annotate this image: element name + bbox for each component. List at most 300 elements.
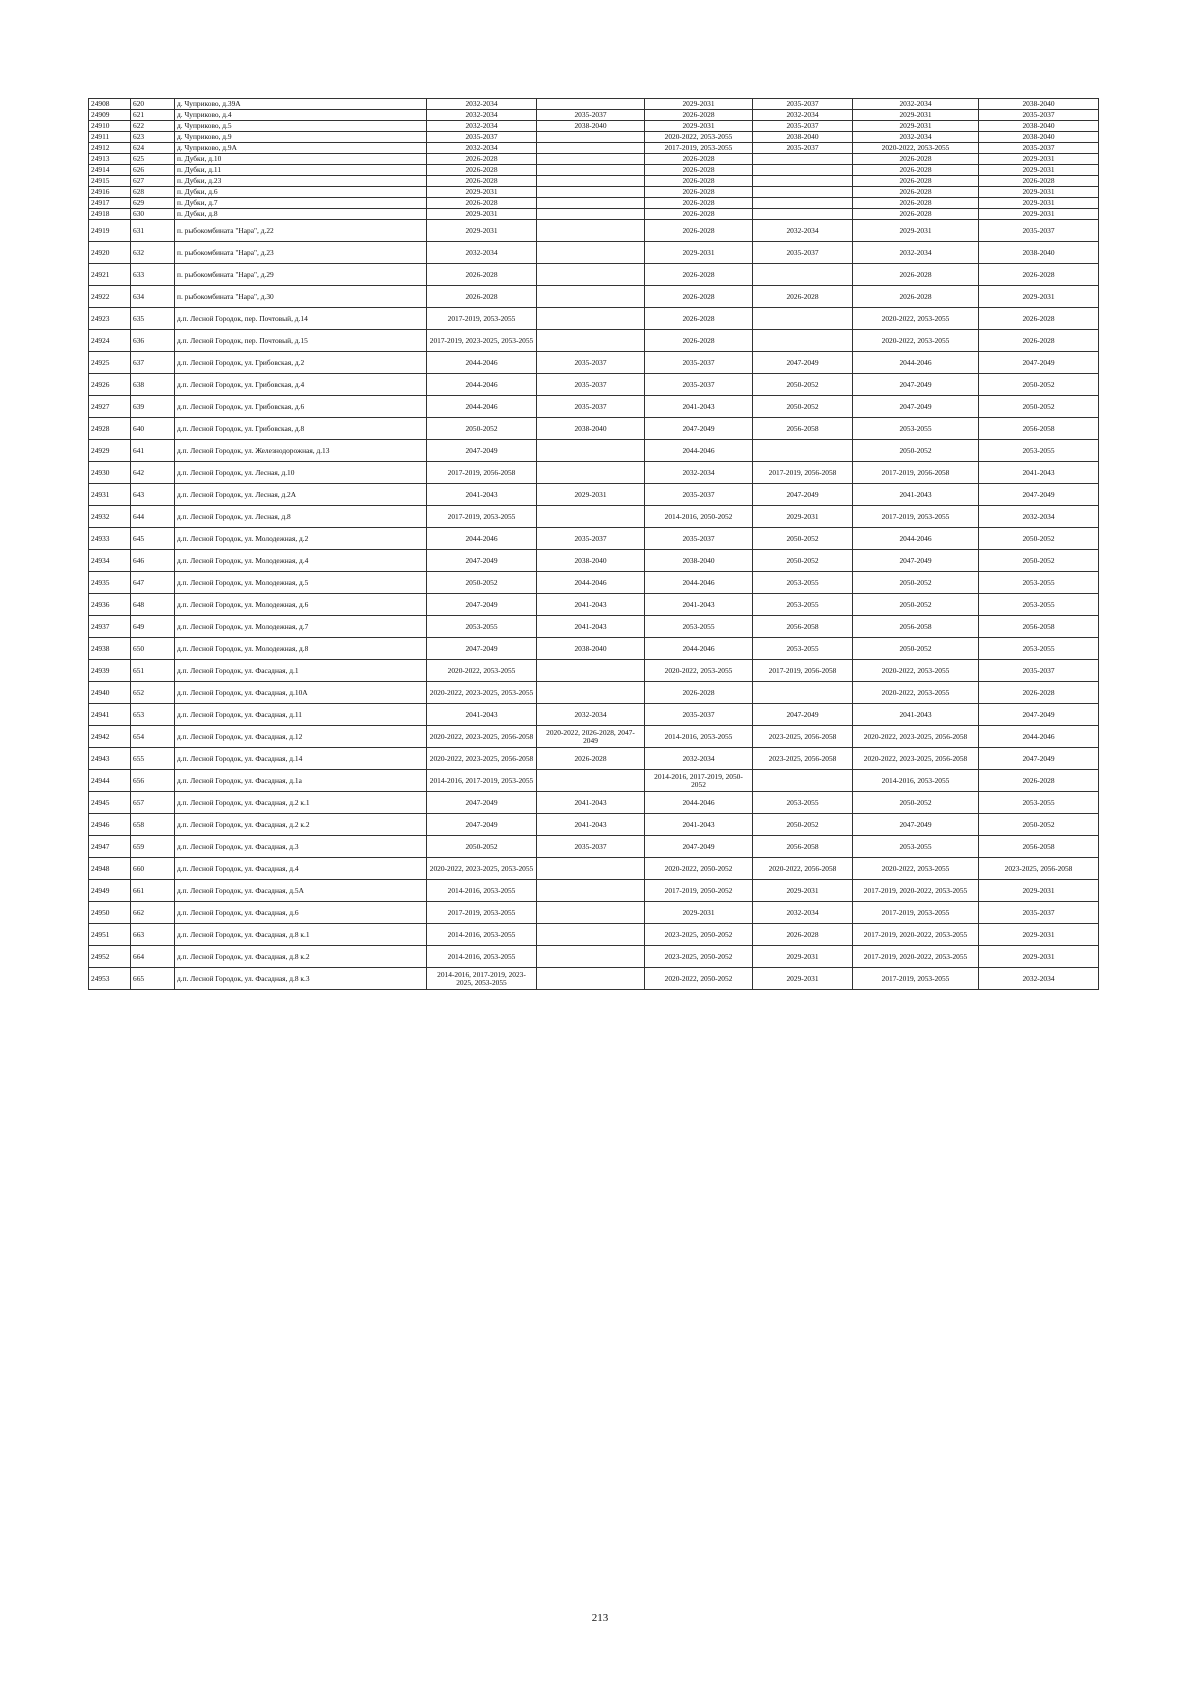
period-col-5: 2029-2031 — [853, 110, 979, 121]
period-col-2 — [537, 946, 645, 968]
period-col-3: 2035-2037 — [645, 352, 753, 374]
period-col-2: 2041-2043 — [537, 594, 645, 616]
address-cell: д.п. Лесной Городок, пер. Почтовый, д.14 — [175, 308, 427, 330]
period-col-1: 2047-2049 — [427, 814, 537, 836]
period-col-2 — [537, 682, 645, 704]
period-col-4 — [753, 264, 853, 286]
period-col-2: 2038-2040 — [537, 121, 645, 132]
period-col-5: 2029-2031 — [853, 220, 979, 242]
period-col-1: 2050-2052 — [427, 572, 537, 594]
row-id: 24915 — [89, 176, 131, 187]
period-col-3: 2023-2025, 2050-2052 — [645, 946, 753, 968]
period-col-3: 2026-2028 — [645, 220, 753, 242]
table-row — [89, 143, 1099, 154]
object-no: 621 — [131, 110, 175, 121]
row-id: 24937 — [89, 616, 131, 638]
period-col-1: 2020-2022, 2023-2025, 2056-2058 — [427, 748, 537, 770]
period-col-4: 2053-2055 — [753, 792, 853, 814]
period-col-2: 2038-2040 — [537, 418, 645, 440]
period-col-3: 2026-2028 — [645, 308, 753, 330]
row-id: 24908 — [89, 99, 131, 110]
period-col-2: 2026-2028 — [537, 748, 645, 770]
period-col-4: 2038-2040 — [753, 132, 853, 143]
period-col-1: 2020-2022, 2053-2055 — [427, 660, 537, 682]
row-id: 24920 — [89, 242, 131, 264]
period-col-4: 2032-2034 — [753, 110, 853, 121]
object-no: 654 — [131, 726, 175, 748]
period-col-2: 2041-2043 — [537, 792, 645, 814]
address-cell: п. Дубки, д.7 — [175, 198, 427, 209]
period-col-5: 2026-2028 — [853, 264, 979, 286]
period-col-1: 2017-2019, 2056-2058 — [427, 462, 537, 484]
period-col-1: 2041-2043 — [427, 704, 537, 726]
address-cell: д. Чуприково, д.9 — [175, 132, 427, 143]
address-cell: д.п. Лесной Городок, ул. Фасадная, д.1 — [175, 660, 427, 682]
period-col-2: 2035-2037 — [537, 352, 645, 374]
table-row — [89, 110, 1099, 121]
period-col-6: 2029-2031 — [979, 946, 1099, 968]
period-col-4: 2050-2052 — [753, 528, 853, 550]
object-no: 640 — [131, 418, 175, 440]
row-id: 24940 — [89, 682, 131, 704]
period-col-5: 2032-2034 — [853, 99, 979, 110]
table-row — [89, 352, 1099, 374]
period-col-4: 2029-2031 — [753, 506, 853, 528]
period-col-4 — [753, 682, 853, 704]
period-col-3: 2038-2040 — [645, 550, 753, 572]
period-col-1: 2017-2019, 2023-2025, 2053-2055 — [427, 330, 537, 352]
object-no: 625 — [131, 154, 175, 165]
row-id: 24932 — [89, 506, 131, 528]
period-col-4: 2050-2052 — [753, 396, 853, 418]
period-col-2: 2032-2034 — [537, 704, 645, 726]
period-col-2 — [537, 924, 645, 946]
period-col-4 — [753, 330, 853, 352]
period-col-1: 2041-2043 — [427, 484, 537, 506]
period-col-2 — [537, 330, 645, 352]
period-col-2: 2029-2031 — [537, 484, 645, 506]
table-row — [89, 770, 1099, 792]
table-row — [89, 682, 1099, 704]
address-cell: п. рыбокомбината "Нара", д.30 — [175, 286, 427, 308]
period-col-6: 2050-2052 — [979, 528, 1099, 550]
address-cell: д.п. Лесной Городок, ул. Фасадная, д.1а — [175, 770, 427, 792]
row-id: 24930 — [89, 462, 131, 484]
period-col-5: 2017-2019, 2020-2022, 2053-2055 — [853, 946, 979, 968]
table-row — [89, 572, 1099, 594]
period-col-3: 2026-2028 — [645, 198, 753, 209]
period-col-6: 2047-2049 — [979, 484, 1099, 506]
table-row — [89, 792, 1099, 814]
period-col-5: 2020-2022, 2053-2055 — [853, 858, 979, 880]
period-col-6: 2026-2028 — [979, 176, 1099, 187]
period-col-1: 2029-2031 — [427, 220, 537, 242]
period-col-4: 2035-2037 — [753, 121, 853, 132]
address-cell: п. Дубки, д.8 — [175, 209, 427, 220]
period-col-1: 2050-2052 — [427, 836, 537, 858]
row-id: 24916 — [89, 187, 131, 198]
period-col-4 — [753, 165, 853, 176]
address-cell: д.п. Лесной Городок, ул. Железнодорожная, д.13 — [175, 440, 427, 462]
object-no: 638 — [131, 374, 175, 396]
period-col-2 — [537, 770, 645, 792]
period-col-6: 2050-2052 — [979, 550, 1099, 572]
address-cell: д.п. Лесной Городок, ул. Фасадная, д.8 к.3 — [175, 968, 427, 990]
row-id: 24918 — [89, 209, 131, 220]
period-col-2 — [537, 154, 645, 165]
address-cell: д.п. Лесной Городок, ул. Фасадная, д.12 — [175, 726, 427, 748]
address-cell: п. рыбокомбината "Нара", д.23 — [175, 242, 427, 264]
object-no: 663 — [131, 924, 175, 946]
object-no: 623 — [131, 132, 175, 143]
period-col-6: 2026-2028 — [979, 308, 1099, 330]
row-id: 24936 — [89, 594, 131, 616]
period-col-5: 2017-2019, 2053-2055 — [853, 506, 979, 528]
period-col-4: 2029-2031 — [753, 968, 853, 990]
period-col-2 — [537, 209, 645, 220]
object-no: 635 — [131, 308, 175, 330]
row-id: 24924 — [89, 330, 131, 352]
row-id: 24931 — [89, 484, 131, 506]
period-col-2 — [537, 660, 645, 682]
period-col-3: 2017-2019, 2050-2052 — [645, 880, 753, 902]
period-col-3: 2020-2022, 2050-2052 — [645, 968, 753, 990]
address-cell: д.п. Лесной Городок, ул. Фасадная, д.5А — [175, 880, 427, 902]
period-col-3: 2041-2043 — [645, 396, 753, 418]
address-cell: д.п. Лесной Городок, ул. Грибовская, д.4 — [175, 374, 427, 396]
period-col-6: 2026-2028 — [979, 682, 1099, 704]
address-cell: д.п. Лесной Городок, ул. Лесная, д.8 — [175, 506, 427, 528]
object-no: 641 — [131, 440, 175, 462]
table-row — [89, 165, 1099, 176]
period-col-6: 2038-2040 — [979, 99, 1099, 110]
row-id: 24950 — [89, 902, 131, 924]
address-cell: д.п. Лесной Городок, ул. Грибовская, д.2 — [175, 352, 427, 374]
object-no: 660 — [131, 858, 175, 880]
data-table-container — [88, 98, 1098, 990]
period-col-4: 2029-2031 — [753, 880, 853, 902]
address-cell: д.п. Лесной Городок, ул. Фасадная, д.11 — [175, 704, 427, 726]
period-col-6: 2038-2040 — [979, 132, 1099, 143]
period-col-3: 2029-2031 — [645, 242, 753, 264]
row-id: 24911 — [89, 132, 131, 143]
period-col-5: 2017-2019, 2020-2022, 2053-2055 — [853, 880, 979, 902]
period-col-1: 2044-2046 — [427, 528, 537, 550]
object-no: 642 — [131, 462, 175, 484]
row-id: 24910 — [89, 121, 131, 132]
period-col-1: 2026-2028 — [427, 286, 537, 308]
period-col-5: 2026-2028 — [853, 209, 979, 220]
period-col-3: 2035-2037 — [645, 704, 753, 726]
period-col-3: 2041-2043 — [645, 814, 753, 836]
object-no: 652 — [131, 682, 175, 704]
period-col-6: 2032-2034 — [979, 506, 1099, 528]
object-no: 662 — [131, 902, 175, 924]
period-col-1: 2044-2046 — [427, 396, 537, 418]
period-col-3: 2035-2037 — [645, 374, 753, 396]
period-col-3: 2017-2019, 2053-2055 — [645, 143, 753, 154]
table-row — [89, 308, 1099, 330]
period-col-5: 2014-2016, 2053-2055 — [853, 770, 979, 792]
row-id: 24939 — [89, 660, 131, 682]
period-col-4: 2020-2022, 2056-2058 — [753, 858, 853, 880]
period-col-1: 2020-2022, 2023-2025, 2053-2055 — [427, 858, 537, 880]
table-row — [89, 858, 1099, 880]
period-col-5: 2029-2031 — [853, 121, 979, 132]
period-col-5: 2047-2049 — [853, 374, 979, 396]
period-col-4 — [753, 176, 853, 187]
table-row — [89, 968, 1099, 990]
period-col-3: 2044-2046 — [645, 572, 753, 594]
period-col-1: 2026-2028 — [427, 176, 537, 187]
table-row — [89, 242, 1099, 264]
period-col-1: 2026-2028 — [427, 154, 537, 165]
period-col-4: 2056-2058 — [753, 418, 853, 440]
period-col-4: 2053-2055 — [753, 572, 853, 594]
period-col-5: 2032-2034 — [853, 242, 979, 264]
period-col-1: 2014-2016, 2053-2055 — [427, 924, 537, 946]
object-no: 661 — [131, 880, 175, 902]
period-col-3: 2047-2049 — [645, 836, 753, 858]
address-cell: д.п. Лесной Городок, ул. Фасадная, д.8 к.2 — [175, 946, 427, 968]
period-col-4: 2026-2028 — [753, 286, 853, 308]
period-col-2 — [537, 165, 645, 176]
period-col-5: 2017-2019, 2020-2022, 2053-2055 — [853, 924, 979, 946]
table-row — [89, 550, 1099, 572]
period-col-6: 2029-2031 — [979, 209, 1099, 220]
row-id: 24914 — [89, 165, 131, 176]
table-row — [89, 902, 1099, 924]
row-id: 24913 — [89, 154, 131, 165]
address-cell: д. Чуприково, д.5 — [175, 121, 427, 132]
address-cell: д. Чуприково, д.39А — [175, 99, 427, 110]
period-col-1: 2044-2046 — [427, 352, 537, 374]
period-col-1: 2020-2022, 2023-2025, 2056-2058 — [427, 726, 537, 748]
table-row — [89, 198, 1099, 209]
address-cell: п. рыбокомбината "Нара", д.22 — [175, 220, 427, 242]
period-col-4 — [753, 308, 853, 330]
period-col-6: 2032-2034 — [979, 968, 1099, 990]
period-col-6: 2035-2037 — [979, 660, 1099, 682]
period-col-3: 2032-2034 — [645, 748, 753, 770]
period-col-2 — [537, 308, 645, 330]
object-no: 649 — [131, 616, 175, 638]
period-col-5: 2020-2022, 2023-2025, 2056-2058 — [853, 748, 979, 770]
period-col-2: 2038-2040 — [537, 550, 645, 572]
table-row — [89, 924, 1099, 946]
period-col-5: 2047-2049 — [853, 396, 979, 418]
address-cell: д. Чуприково, д.4 — [175, 110, 427, 121]
period-col-6: 2047-2049 — [979, 748, 1099, 770]
object-no: 655 — [131, 748, 175, 770]
address-cell: д.п. Лесной Городок, ул. Лесная, д.2А — [175, 484, 427, 506]
table-row — [89, 484, 1099, 506]
period-col-6: 2035-2037 — [979, 902, 1099, 924]
table-row — [89, 616, 1099, 638]
period-col-4: 2026-2028 — [753, 924, 853, 946]
period-col-6: 2053-2055 — [979, 594, 1099, 616]
row-id: 24923 — [89, 308, 131, 330]
period-col-6: 2029-2031 — [979, 924, 1099, 946]
object-no: 646 — [131, 550, 175, 572]
address-cell: д.п. Лесной Городок, пер. Почтовый, д.15 — [175, 330, 427, 352]
period-col-4: 2029-2031 — [753, 946, 853, 968]
page-number: 213 — [591, 1612, 609, 1624]
period-col-6: 2026-2028 — [979, 264, 1099, 286]
table-row — [89, 374, 1099, 396]
object-no: 624 — [131, 143, 175, 154]
period-col-3: 2026-2028 — [645, 209, 753, 220]
period-col-4: 2035-2037 — [753, 99, 853, 110]
period-col-1: 2032-2034 — [427, 110, 537, 121]
period-col-2: 2035-2037 — [537, 110, 645, 121]
data-table — [88, 98, 1099, 990]
object-no: 631 — [131, 220, 175, 242]
address-cell: д.п. Лесной Городок, ул. Фасадная, д.10А — [175, 682, 427, 704]
period-col-5: 2044-2046 — [853, 528, 979, 550]
period-col-1: 2047-2049 — [427, 792, 537, 814]
address-cell: д.п. Лесной Городок, ул. Фасадная, д.8 к.1 — [175, 924, 427, 946]
period-col-2 — [537, 858, 645, 880]
period-col-3: 2014-2016, 2050-2052 — [645, 506, 753, 528]
object-no: 627 — [131, 176, 175, 187]
period-col-3: 2035-2037 — [645, 528, 753, 550]
period-col-4: 2023-2025, 2056-2058 — [753, 748, 853, 770]
period-col-5: 2050-2052 — [853, 792, 979, 814]
period-col-4: 2047-2049 — [753, 352, 853, 374]
object-no: 644 — [131, 506, 175, 528]
address-cell: д.п. Лесной Городок, ул. Фасадная, д.2 к.1 — [175, 792, 427, 814]
object-no: 650 — [131, 638, 175, 660]
period-col-1: 2032-2034 — [427, 143, 537, 154]
period-col-5: 2032-2034 — [853, 132, 979, 143]
period-col-3: 2020-2022, 2053-2055 — [645, 660, 753, 682]
row-id: 24917 — [89, 198, 131, 209]
table-row — [89, 506, 1099, 528]
period-col-2 — [537, 968, 645, 990]
period-col-4: 2050-2052 — [753, 814, 853, 836]
address-cell: д.п. Лесной Городок, ул. Молодежная, д.5 — [175, 572, 427, 594]
period-col-1: 2014-2016, 2017-2019, 2023-2025, 2053-2055 — [427, 968, 537, 990]
object-no: 665 — [131, 968, 175, 990]
period-col-4: 2050-2052 — [753, 550, 853, 572]
object-no: 643 — [131, 484, 175, 506]
object-no: 645 — [131, 528, 175, 550]
period-col-6: 2056-2058 — [979, 616, 1099, 638]
table-row — [89, 726, 1099, 748]
period-col-5: 2050-2052 — [853, 594, 979, 616]
period-col-6: 2029-2031 — [979, 165, 1099, 176]
period-col-1: 2020-2022, 2023-2025, 2053-2055 — [427, 682, 537, 704]
period-col-6: 2053-2055 — [979, 638, 1099, 660]
object-no: 626 — [131, 165, 175, 176]
period-col-4: 2056-2058 — [753, 616, 853, 638]
address-cell: д.п. Лесной Городок, ул. Грибовская, д.8 — [175, 418, 427, 440]
row-id: 24912 — [89, 143, 131, 154]
period-col-6: 2029-2031 — [979, 198, 1099, 209]
period-col-6: 2050-2052 — [979, 374, 1099, 396]
table-row — [89, 176, 1099, 187]
row-id: 24909 — [89, 110, 131, 121]
period-col-5: 2050-2052 — [853, 638, 979, 660]
period-col-6: 2026-2028 — [979, 770, 1099, 792]
period-col-5: 2017-2019, 2053-2055 — [853, 968, 979, 990]
table-row — [89, 187, 1099, 198]
object-no: 664 — [131, 946, 175, 968]
period-col-4: 2017-2019, 2056-2058 — [753, 660, 853, 682]
period-col-2: 2035-2037 — [537, 836, 645, 858]
period-col-5: 2047-2049 — [853, 814, 979, 836]
period-col-2 — [537, 880, 645, 902]
table-row — [89, 418, 1099, 440]
period-col-4: 2035-2037 — [753, 143, 853, 154]
period-col-4 — [753, 440, 853, 462]
period-col-1: 2032-2034 — [427, 242, 537, 264]
period-col-5: 2020-2022, 2053-2055 — [853, 682, 979, 704]
row-id: 24926 — [89, 374, 131, 396]
table-row — [89, 264, 1099, 286]
period-col-4: 2056-2058 — [753, 836, 853, 858]
period-col-6: 2053-2055 — [979, 572, 1099, 594]
period-col-3: 2032-2034 — [645, 462, 753, 484]
period-col-6: 2047-2049 — [979, 352, 1099, 374]
address-cell: д.п. Лесной Городок, ул. Молодежная, д.6 — [175, 594, 427, 616]
address-cell: д.п. Лесной Городок, ул. Фасадная, д.3 — [175, 836, 427, 858]
period-col-5: 2026-2028 — [853, 187, 979, 198]
row-id: 24941 — [89, 704, 131, 726]
period-col-4: 2053-2055 — [753, 594, 853, 616]
row-id: 24945 — [89, 792, 131, 814]
period-col-6: 2053-2055 — [979, 792, 1099, 814]
table-row — [89, 880, 1099, 902]
period-col-4: 2032-2034 — [753, 220, 853, 242]
period-col-5: 2020-2022, 2023-2025, 2056-2058 — [853, 726, 979, 748]
period-col-3: 2026-2028 — [645, 176, 753, 187]
object-no: 632 — [131, 242, 175, 264]
address-cell: д.п. Лесной Городок, ул. Фасадная, д.6 — [175, 902, 427, 924]
period-col-4: 2017-2019, 2056-2058 — [753, 462, 853, 484]
period-col-5: 2020-2022, 2053-2055 — [853, 330, 979, 352]
period-col-3: 2023-2025, 2050-2052 — [645, 924, 753, 946]
period-col-1: 2014-2016, 2017-2019, 2053-2055 — [427, 770, 537, 792]
period-col-1: 2035-2037 — [427, 132, 537, 143]
table-row — [89, 121, 1099, 132]
period-col-2 — [537, 198, 645, 209]
object-no: 636 — [131, 330, 175, 352]
address-cell: п. Дубки, д.10 — [175, 154, 427, 165]
period-col-5: 2050-2052 — [853, 440, 979, 462]
address-cell: п. Дубки, д.11 — [175, 165, 427, 176]
period-col-1: 2047-2049 — [427, 550, 537, 572]
row-id: 24946 — [89, 814, 131, 836]
period-col-1: 2029-2031 — [427, 187, 537, 198]
period-col-3: 2029-2031 — [645, 99, 753, 110]
row-id: 24928 — [89, 418, 131, 440]
address-cell: п. Дубки, д.6 — [175, 187, 427, 198]
period-col-3: 2026-2028 — [645, 165, 753, 176]
object-no: 630 — [131, 209, 175, 220]
object-no: 629 — [131, 198, 175, 209]
period-col-3: 2029-2031 — [645, 121, 753, 132]
table-row — [89, 462, 1099, 484]
address-cell: д.п. Лесной Городок, ул. Фасадная, д.4 — [175, 858, 427, 880]
period-col-6: 2035-2037 — [979, 220, 1099, 242]
period-col-1: 2026-2028 — [427, 165, 537, 176]
table-row — [89, 594, 1099, 616]
period-col-2 — [537, 187, 645, 198]
object-no: 620 — [131, 99, 175, 110]
period-col-1: 2017-2019, 2053-2055 — [427, 308, 537, 330]
